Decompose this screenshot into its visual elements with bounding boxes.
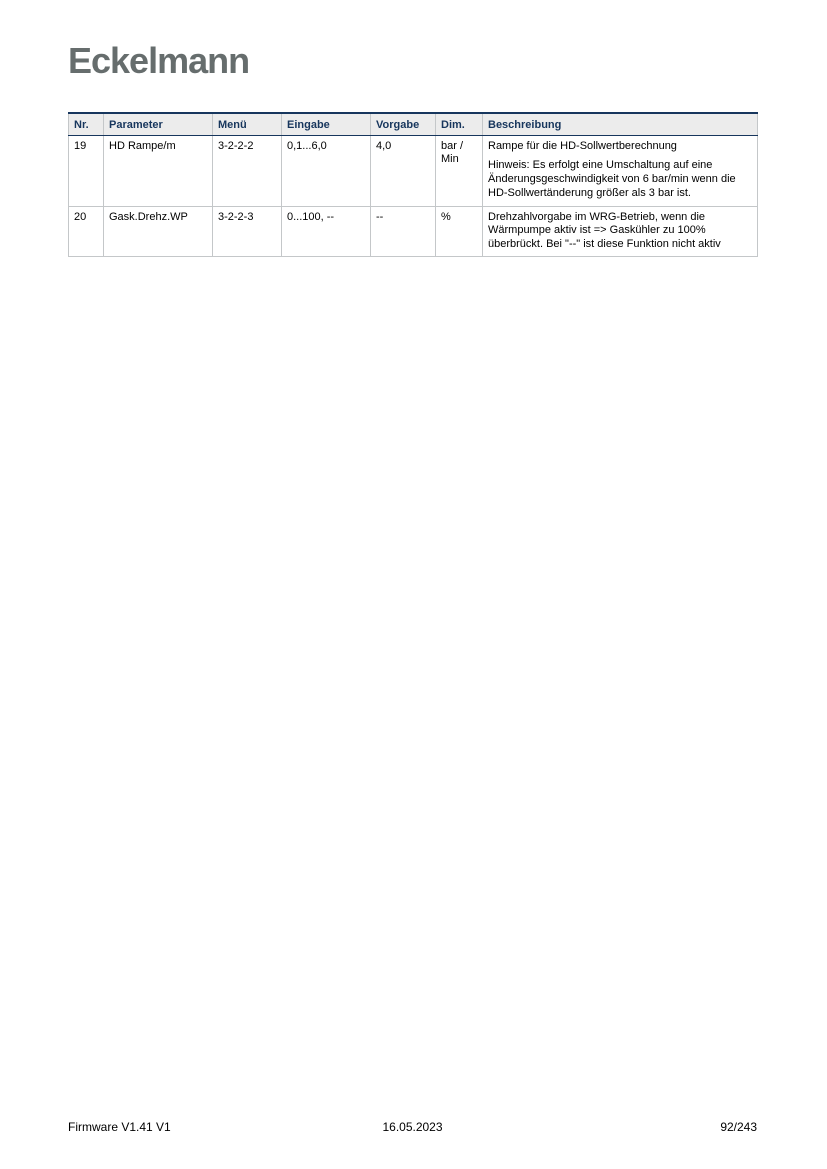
parameter-table xyxy=(68,112,758,257)
footer-date: 16.05.2023 xyxy=(382,1120,443,1134)
cell-beschreibung xyxy=(483,135,758,206)
company-logo: Eckelmann xyxy=(68,40,250,81)
cell-vorgabe: -- xyxy=(371,206,436,256)
column-header-beschreibung: Beschreibung xyxy=(483,113,758,135)
cell-nr: 20 xyxy=(69,206,104,256)
footer-firmware-version: Firmware V1.41 V1 xyxy=(68,1120,171,1134)
cell-menu: 3-2-2-3 xyxy=(213,206,282,256)
cell-parameter: HD Rampe/m xyxy=(104,135,213,206)
table-row xyxy=(69,135,758,206)
cell-nr: 19 xyxy=(69,135,104,206)
description-paragraph: Hinweis: Es erfolgt eine Umschaltung auf eine Änderungsgeschwindigkeit von 6 bar/min wenn die HD-Sollwertänderung größer als 3 bar ist. xyxy=(488,159,736,199)
table-header-row xyxy=(69,113,758,135)
cell-menu: 3-2-2-2 xyxy=(213,135,282,206)
cell-vorgabe: 4,0 xyxy=(371,135,436,206)
column-header-eingabe: Eingabe xyxy=(282,113,371,135)
table-row xyxy=(69,206,758,256)
column-header-nr: Nr. xyxy=(69,113,104,135)
description-paragraph: Drehzahlvorgabe im WRG-Betrieb, wenn die Wärmpumpe aktiv ist => Gaskühler zu 100% überbrückt. Bei "--" ist diese Funktion nicht aktiv xyxy=(488,210,721,250)
description-paragraph: Rampe für die HD-Sollwertberechnung xyxy=(488,139,677,152)
page-footer xyxy=(68,1120,757,1134)
footer-page-number: 92/243 xyxy=(720,1120,758,1134)
cell-dim: % xyxy=(436,206,483,256)
cell-beschreibung xyxy=(483,206,758,256)
column-header-menu: Menü xyxy=(213,113,282,135)
cell-parameter: Gask.Drehz.WP xyxy=(104,206,213,256)
column-header-parameter: Parameter xyxy=(104,113,213,135)
column-header-vorgabe: Vorgabe xyxy=(371,113,436,135)
cell-dim: bar / Min xyxy=(436,135,483,206)
column-header-dim: Dim. xyxy=(436,113,483,135)
cell-eingabe: 0...100, -- xyxy=(282,206,371,256)
cell-eingabe: 0,1...6,0 xyxy=(282,135,371,206)
